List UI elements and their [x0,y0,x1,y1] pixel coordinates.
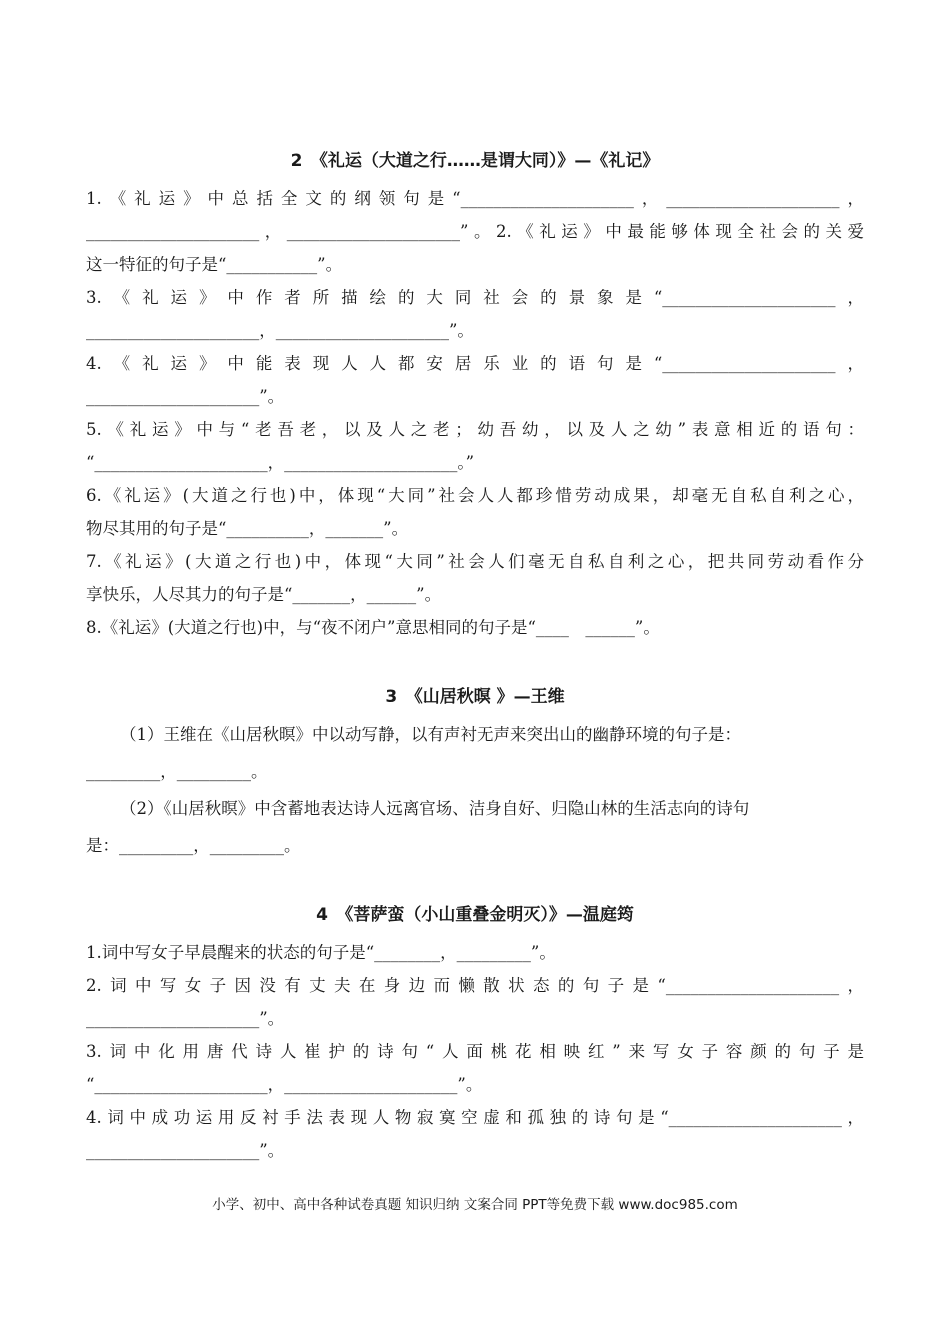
section-spacer [86,644,864,686]
document-page [86,150,864,1167]
section-heading: 2 《礼运（大道之行……是谓大同）》—《礼记》 [290,151,660,171]
question-line: 7.《礼运》(大道之行也)中，体现“大同”社会人们毫无自私自利之心，把共同劳动看作分 [86,552,864,571]
question-line: 6.《礼运》(大道之行也)中，体现“大同”社会人人都珍惜劳动成果，却毫无自私自利之心， [86,486,864,505]
question-line: （1）王维在《山居秋暝》中以动写静，以有声衬无声来突出山的幽静环境的句子是： [120,725,741,744]
section-pusaman [86,904,864,1167]
question-line: 1.《礼运》中总括全文的纲领句是“_____________________，_____________________， [86,189,864,208]
question-line: 1.词中写女子早晨醒来的状态的句子是“________，_________”。 [86,943,556,962]
question-line: 8.《礼运》(大道之行也)中，与“夜不闭户”意思相同的句子是“____ ______”。 [86,618,660,637]
question-line: 2.词中写女子因没有丈夫在身边而懒散状态的句子是“_____________________， [86,976,864,995]
question-line: 4.词中成功运用反衬手法表现人物寂寞空虚和孤独的诗句是“_____________________， [86,1108,864,1127]
question-line: （2）《山居秋暝》中含蓄地表达诗人远离官场、洁身自好、归隐山林的生活志向的诗句 [120,799,750,818]
question-line: 这一特征的句子是“___________”。 [86,255,343,274]
section-heading: 4 《菩萨蛮（小山重叠金明灭）》—温庭筠 [316,905,634,925]
section-heading: 3 《山居秋暝 》—王维 [385,687,565,707]
question-line: _____________________”。 [86,1009,285,1028]
question-line: 物尽其用的句子是“__________，_______”。 [86,519,409,538]
question-line: _____________________”。 [86,1141,285,1160]
section-shanjuqiuming [86,686,864,862]
question-line: 4.《礼运》中能表现人人都安居乐业的语句是“_____________________， [86,354,864,373]
question-line: 3.词中化用唐代诗人崔护的诗句“人面桃花相映红”来写女子容颜的句子是 [86,1042,864,1061]
question-line: 3.《礼运》中作者所描绘的大同社会的景象是“_____________________， [86,288,864,307]
question-line: 享快乐，人尽其力的句子是“_______，______”。 [86,585,442,604]
question-line: _____________________，_____________________”。2.《礼运》中最能够体现全社会的关爱 [86,222,864,241]
section-spacer [86,862,864,904]
question-line: _____________________，_____________________”。 [86,321,474,340]
question-line: 5.《礼运》中与“老吾老，以及人之老；幼吾幼，以及人之幼”表意相近的语句： [86,420,864,439]
question-line: “_____________________，_____________________。” [86,453,475,472]
question-line: _________，_________。 [86,762,268,781]
question-line: 是：_________，_________。 [86,836,301,855]
section-liyun [86,150,864,644]
page-footer: 小学、初中、高中各种试卷真题 知识归纳 文案合同 PPT等免费下载 www.doc985.com [212,1197,738,1213]
question-line: _____________________”。 [86,387,285,406]
question-line: “_____________________，_____________________”。 [86,1075,483,1094]
